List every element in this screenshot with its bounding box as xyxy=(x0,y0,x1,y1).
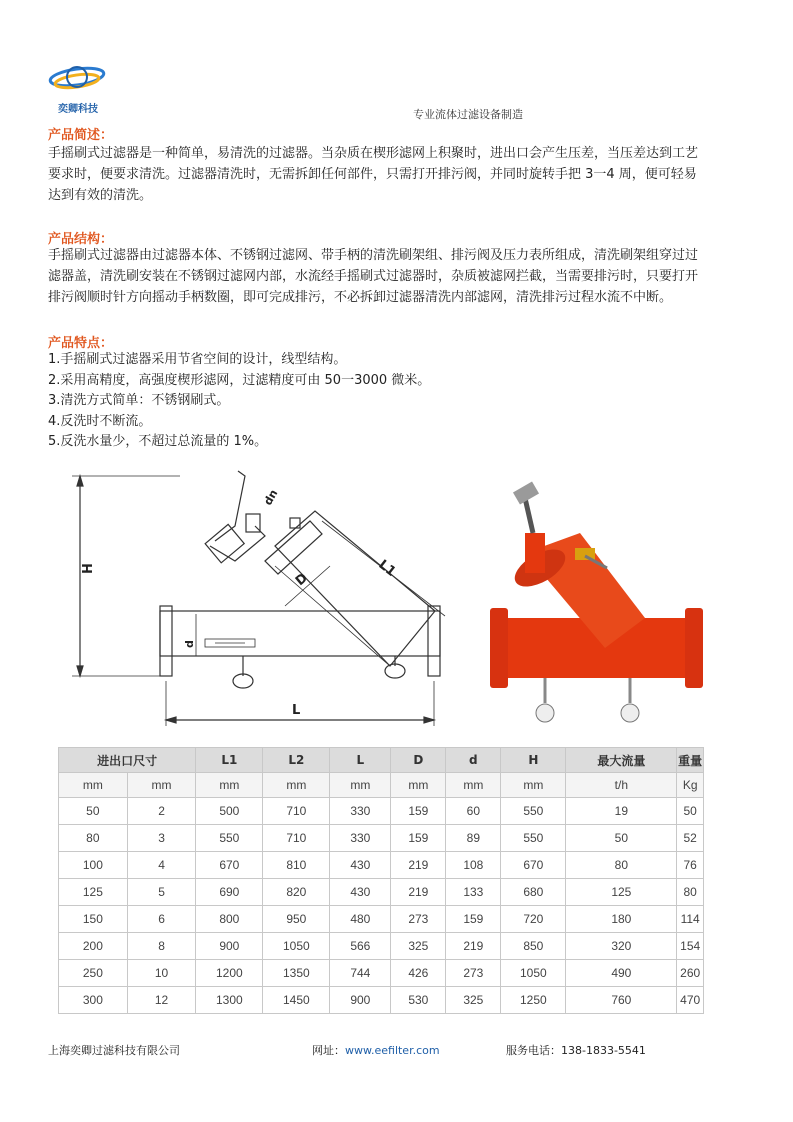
phone-label: 服务电话： xyxy=(506,1044,561,1057)
dim-label-d: d xyxy=(183,640,196,648)
header-cell: D xyxy=(391,748,446,773)
header-cell: L xyxy=(330,748,391,773)
table-cell: 690 xyxy=(196,879,263,906)
summary-heading: 产品简述： xyxy=(48,128,114,143)
table-cell: 710 xyxy=(263,825,330,852)
table-cell: 154 xyxy=(677,933,704,960)
table-cell: 80 xyxy=(677,879,704,906)
table-cell: 426 xyxy=(391,960,446,987)
summary-line: 达到有效的清洗。 xyxy=(48,188,153,203)
unit-cell: mm xyxy=(446,773,501,798)
table-cell: 180 xyxy=(566,906,677,933)
header-cell: L1 xyxy=(196,748,263,773)
table-cell: 1450 xyxy=(263,987,330,1014)
table-cell: 260 xyxy=(677,960,704,987)
table-cell: 550 xyxy=(501,798,566,825)
structure-line: 手摇刷式过滤器由过滤器本体、不锈钢过滤网、带手柄的清洗刷架组、排污阀及压力表所组成，清洗刷架组穿过过 xyxy=(48,248,699,263)
header-cell: 最大流量 xyxy=(566,748,677,773)
unit-cell: mm xyxy=(196,773,263,798)
table-row xyxy=(59,933,704,960)
phone-number: 138-1833-5541 xyxy=(561,1044,646,1057)
summary-text xyxy=(48,143,748,206)
table-cell: 125 xyxy=(59,879,128,906)
table-header-row xyxy=(59,748,704,773)
dim-label-dn: dn xyxy=(261,487,281,508)
header-cell: 进出口尺寸 xyxy=(59,748,196,773)
table-cell: 80 xyxy=(566,852,677,879)
unit-cell: mm xyxy=(391,773,446,798)
table-cell: 133 xyxy=(446,879,501,906)
table-cell: 950 xyxy=(263,906,330,933)
table-cell: 330 xyxy=(330,798,391,825)
table-cell: 100 xyxy=(59,852,128,879)
header-cell: L2 xyxy=(263,748,330,773)
unit-cell: t/h xyxy=(566,773,677,798)
table-cell: 219 xyxy=(446,933,501,960)
structure-heading: 产品结构： xyxy=(48,232,114,247)
table-cell: 80 xyxy=(59,825,128,852)
table-cell: 6 xyxy=(127,906,196,933)
table-unit-row xyxy=(59,773,704,798)
table-cell: 273 xyxy=(391,906,446,933)
feature-item: 3.清洗方式简单：不锈钢刷式。 xyxy=(48,393,230,408)
dim-label-D: D xyxy=(292,570,311,590)
header-cell: H xyxy=(501,748,566,773)
table-cell: 900 xyxy=(330,987,391,1014)
table-cell: 19 xyxy=(566,798,677,825)
unit-cell: mm xyxy=(127,773,196,798)
table-cell: 52 xyxy=(677,825,704,852)
table-cell: 430 xyxy=(330,879,391,906)
table-cell: 566 xyxy=(330,933,391,960)
unit-cell: Kg xyxy=(677,773,704,798)
table-cell: 760 xyxy=(566,987,677,1014)
table-cell: 76 xyxy=(677,852,704,879)
feature-item: 1.手摇刷式过滤器采用节省空间的设计，线型结构。 xyxy=(48,352,347,367)
table-cell: 50 xyxy=(566,825,677,852)
dim-label-L1: L1 xyxy=(375,557,399,580)
feature-item: 5.反洗水量少，不超过总流量的 1%。 xyxy=(48,434,268,449)
table-cell: 50 xyxy=(59,798,128,825)
table-row xyxy=(59,852,704,879)
feature-item: 2.采用高精度，高强度楔形滤网，过滤精度可由 50一3000 微米。 xyxy=(48,372,431,388)
footer-phone xyxy=(506,1042,646,1058)
table-cell: 159 xyxy=(391,825,446,852)
table-cell: 12 xyxy=(127,987,196,1014)
table-cell: 300 xyxy=(59,987,128,1014)
filter-product-image xyxy=(485,478,725,730)
table-cell: 114 xyxy=(677,906,704,933)
table-cell: 1200 xyxy=(196,960,263,987)
table-cell: 8 xyxy=(127,933,196,960)
table-cell: 4 xyxy=(127,852,196,879)
table-row xyxy=(59,906,704,933)
table-cell: 1300 xyxy=(196,987,263,1014)
spec-table xyxy=(58,747,704,1014)
table-cell: 325 xyxy=(446,987,501,1014)
table-cell: 50 xyxy=(677,798,704,825)
summary-line: 手摇刷式过滤器是一种简单，易清洗的过滤器。当杂质在楔形滤网上积聚时，进出口会产生压差，当压差达到工艺 xyxy=(48,146,699,161)
table-cell: 670 xyxy=(196,852,263,879)
table-row xyxy=(59,960,704,987)
table-cell: 250 xyxy=(59,960,128,987)
unit-cell: mm xyxy=(330,773,391,798)
filter-dimension-drawing xyxy=(60,466,460,730)
table-row xyxy=(59,987,704,1014)
table-cell: 159 xyxy=(446,906,501,933)
table-cell: 273 xyxy=(446,960,501,987)
table-cell: 680 xyxy=(501,879,566,906)
table-cell: 5 xyxy=(127,879,196,906)
table-cell: 60 xyxy=(446,798,501,825)
table-cell: 710 xyxy=(263,798,330,825)
footer-company: 上海奕卿过滤科技有限公司 xyxy=(48,1044,180,1057)
table-cell: 744 xyxy=(330,960,391,987)
unit-cell: mm xyxy=(501,773,566,798)
unit-cell: mm xyxy=(263,773,330,798)
features-heading: 产品特点： xyxy=(48,336,114,351)
table-cell: 159 xyxy=(391,798,446,825)
header-cell: 重量 xyxy=(677,748,704,773)
structure-text xyxy=(48,245,748,308)
table-cell: 820 xyxy=(263,879,330,906)
table-cell: 125 xyxy=(566,879,677,906)
table-cell: 670 xyxy=(501,852,566,879)
dim-label-L: L xyxy=(292,703,301,718)
table-cell: 480 xyxy=(330,906,391,933)
table-cell: 810 xyxy=(263,852,330,879)
website-label: 网址： xyxy=(312,1044,345,1057)
table-cell: 470 xyxy=(677,987,704,1014)
table-cell: 720 xyxy=(501,906,566,933)
table-cell: 850 xyxy=(501,933,566,960)
table-cell: 108 xyxy=(446,852,501,879)
table-cell: 550 xyxy=(501,825,566,852)
table-cell: 219 xyxy=(391,852,446,879)
table-cell: 900 xyxy=(196,933,263,960)
table-cell: 1350 xyxy=(263,960,330,987)
table-row xyxy=(59,825,704,852)
website-link[interactable]: www.eefilter.com xyxy=(345,1044,440,1057)
table-row xyxy=(59,798,704,825)
summary-line: 要求时，便要求清洗。过滤器清洗时，无需拆卸任何部件，只需打开排污阀，并同时旋转手把 3一4 周，便可轻易 xyxy=(48,167,697,182)
table-cell: 10 xyxy=(127,960,196,987)
dim-label-H: H xyxy=(81,563,96,574)
structure-line: 滤器盖，清洗刷安装在不锈钢过滤网内部，水流经手摇刷式过滤器时，杂质被滤网拦截，当需要排污时，只要打开 xyxy=(48,269,699,284)
table-cell: 325 xyxy=(391,933,446,960)
footer-website xyxy=(312,1042,440,1058)
table-cell: 2 xyxy=(127,798,196,825)
table-cell: 500 xyxy=(196,798,263,825)
table-cell: 150 xyxy=(59,906,128,933)
table-cell: 490 xyxy=(566,960,677,987)
table-cell: 1050 xyxy=(501,960,566,987)
feature-item: 4.反洗时不断流。 xyxy=(48,413,152,429)
features-list xyxy=(48,350,430,453)
table-cell: 1250 xyxy=(501,987,566,1014)
table-cell: 200 xyxy=(59,933,128,960)
header-slogan: 专业流体过滤设备制造 xyxy=(413,108,523,121)
table-cell: 89 xyxy=(446,825,501,852)
table-cell: 3 xyxy=(127,825,196,852)
table-cell: 530 xyxy=(391,987,446,1014)
table-body xyxy=(59,798,704,1014)
table-cell: 1050 xyxy=(263,933,330,960)
table-row xyxy=(59,879,704,906)
table-cell: 550 xyxy=(196,825,263,852)
unit-cell: mm xyxy=(59,773,128,798)
table-cell: 330 xyxy=(330,825,391,852)
table-cell: 320 xyxy=(566,933,677,960)
table-cell: 800 xyxy=(196,906,263,933)
table-cell: 219 xyxy=(391,879,446,906)
table-cell: 430 xyxy=(330,852,391,879)
header-cell: d xyxy=(446,748,501,773)
structure-line: 排污阀顺时针方向摇动手柄数圈，即可完成排污，不必拆卸过滤器清洗内部滤网，清洗排污过程水流不中断。 xyxy=(48,290,673,305)
logo-text: 奕卿科技 xyxy=(58,104,98,115)
